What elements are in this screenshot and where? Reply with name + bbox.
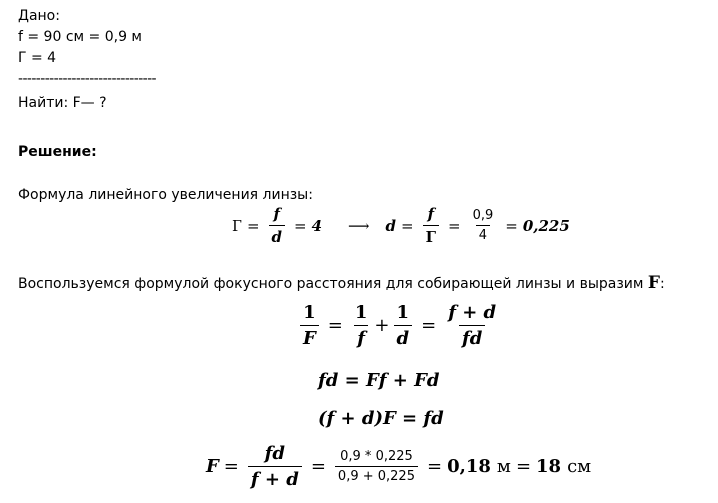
find-line: Найти: F— ? xyxy=(18,95,107,111)
eq5-num-1: fd xyxy=(264,443,286,464)
eq1-numerator-2: f xyxy=(427,205,435,223)
eq1-numerator: f xyxy=(273,205,280,223)
lens-formula-intro xyxy=(18,275,665,292)
eq2-fraction-4 xyxy=(445,302,499,349)
eq1-equals-5: = xyxy=(505,216,518,235)
eq1-gamma: Г xyxy=(232,216,242,235)
eq2-equals-2: = xyxy=(421,315,437,336)
given-title: Дано: xyxy=(18,8,60,24)
lens-intro-variable: F xyxy=(647,273,660,293)
given-magnification: Г = 4 xyxy=(18,50,57,66)
eq5-equals: = xyxy=(223,456,239,477)
equation-3: fd = Ff + Fd xyxy=(318,370,440,391)
eq2-den-3: d xyxy=(394,325,413,349)
eq2-equals: = xyxy=(327,315,343,336)
eq1-value: 4 xyxy=(311,216,323,235)
final-equation xyxy=(206,443,591,490)
eq1-numerator-3: 0,9 xyxy=(472,208,494,223)
divider-line: ------------------------------- xyxy=(18,71,157,87)
eq1-denominator: d xyxy=(269,225,286,246)
eq5-num-2: 0,9 * 0,225 xyxy=(340,449,413,464)
eq1-equals-3: = xyxy=(401,216,414,235)
eq5-unit-2: см xyxy=(567,456,592,477)
eq5-unit-1: м xyxy=(496,456,511,477)
equation-4: (f + d)F = fd xyxy=(318,408,444,429)
eq1-fraction-2 xyxy=(423,205,439,246)
solution-heading: Решение: xyxy=(18,144,97,160)
eq2-num-1: 1 xyxy=(303,302,316,323)
magnification-equation xyxy=(232,205,570,246)
eq2-den-4: fd xyxy=(459,325,485,349)
eq5-den-2: 0,9 + 0,225 xyxy=(335,466,418,484)
lens-intro-colon: : xyxy=(659,276,665,292)
eq2-num-2: 1 xyxy=(354,302,368,323)
given-distance: f = 90 см = 0,9 м xyxy=(18,29,142,45)
eq5-equals-2: = xyxy=(310,456,326,477)
eq1-fraction xyxy=(269,205,286,246)
eq5-equals-3: = xyxy=(426,456,443,477)
eq2-den-1: F xyxy=(300,325,319,349)
eq5-F: F xyxy=(206,456,219,477)
eq5-equals-4: = xyxy=(515,456,532,477)
eq2-num-3: 1 xyxy=(396,302,410,323)
eq2-den-2: f xyxy=(354,325,368,349)
eq1-equals-2: = xyxy=(294,216,307,235)
eq2-num-4: f + d xyxy=(448,302,497,323)
eq2-fraction-1 xyxy=(300,302,319,349)
eq1-denominator-3: 4 xyxy=(476,225,490,243)
eq1-fraction-3 xyxy=(470,208,497,243)
magnification-formula-intro: Формула линейного увеличения линзы: xyxy=(18,187,313,203)
eq2-fraction-2 xyxy=(352,302,371,349)
eq1-equals-4: = xyxy=(447,216,461,235)
eq2-plus: + xyxy=(374,315,390,336)
lens-intro-text: Воспользуемся формулой фокусного расстояния для собирающей линзы и выразим xyxy=(18,276,644,292)
lens-equation xyxy=(296,302,503,349)
eq5-value-1: 0,18 xyxy=(447,456,491,477)
arrow-icon: ⟶ xyxy=(348,216,370,235)
eq5-den-1: f + d xyxy=(248,466,302,490)
eq1-equals: = xyxy=(246,216,260,235)
eq5-fraction-2 xyxy=(335,449,418,484)
eq1-d: d xyxy=(385,216,397,235)
eq1-result: 0,225 xyxy=(522,216,570,235)
eq5-fraction-1 xyxy=(248,443,302,490)
eq1-denominator-2: Г xyxy=(423,225,439,246)
eq5-value-2: 18 xyxy=(536,456,562,477)
eq2-fraction-3 xyxy=(394,302,413,349)
